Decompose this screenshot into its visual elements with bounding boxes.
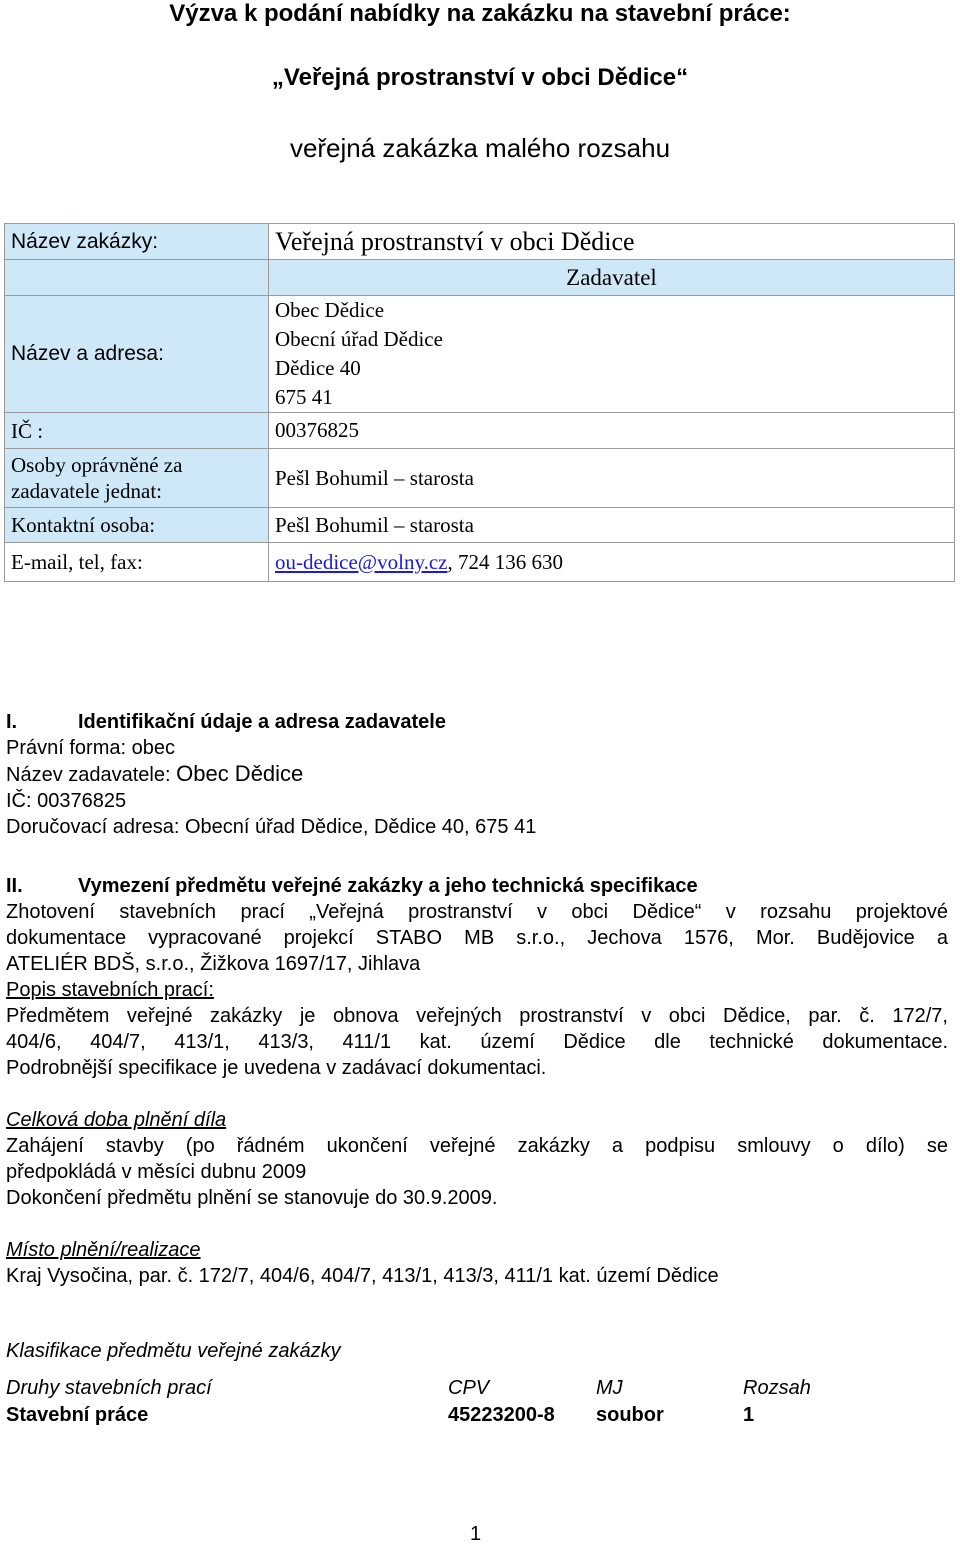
table-row: [5, 508, 955, 543]
paragraph-line: ATELIÉR BDŠ, s.r.o., Žižkova 1697/17, Jihlava: [6, 953, 421, 975]
duration-heading: Celková doba plnění díla: [6, 1109, 227, 1131]
authorized-label: Osoby oprávněné za zadavatele jednat:: [5, 449, 269, 508]
contract-name-label: Název zakázky:: [5, 224, 269, 260]
contact-value: Pešl Bohumil – starosta: [269, 508, 955, 543]
table-row: [5, 296, 955, 413]
address-line-1: Obec Dědice: [275, 298, 385, 322]
page-number: 1: [470, 1523, 482, 1545]
cell-cpv: 45223200-8: [448, 1404, 555, 1426]
authorized-value: Pešl Bohumil – starosta: [269, 449, 955, 508]
cell-work-type: Stavební práce: [6, 1404, 149, 1426]
paragraph-line: předpokládá v měsíci dubnu 2009: [6, 1161, 307, 1183]
table-row: [5, 224, 955, 260]
cell-scope: 1: [743, 1404, 755, 1426]
contracting-authority-table: [4, 223, 955, 582]
col-header-work-type: Druhy stavebních prací: [6, 1377, 212, 1399]
section-heading-zadavatel: Zadavatel: [269, 260, 955, 296]
contract-name-value: Veřejná prostranství v obci Dědice: [269, 224, 955, 260]
legal-form: Právní forma: obec: [6, 737, 175, 759]
authority-name: Název zadavatele: Obec Dědice: [6, 761, 304, 786]
ic-label: IČ :: [5, 413, 269, 449]
paragraph-line: Předmětem veřejné zakázky je obnova veřejných prostranství v obci Dědice, par. č. 172/7,: [6, 1005, 948, 1027]
address-label: Název a adresa:: [5, 296, 269, 413]
table-row: [5, 260, 955, 296]
paragraph-line: Zahájení stavby (po řádném ukončení veřejné zakázky a podpisu smlouvy o dílo) se: [6, 1135, 948, 1157]
table-row: [5, 413, 955, 449]
paragraph-line: 404/6, 404/7, 413/1, 413/3, 411/1 kat. území Dědice dle technické dokumentace.: [6, 1031, 948, 1053]
document-subtitle: veřejná zakázka malého rozsahu: [289, 133, 671, 163]
section-2: [6, 873, 948, 1289]
address-line-3: Dědice 40: [275, 356, 361, 380]
col-header-cpv: CPV: [448, 1377, 490, 1399]
place-value: Kraj Vysočina, par. č. 172/7, 404/6, 404/7, 413/1, 413/3, 411/1 kat. území Dědice: [6, 1265, 719, 1287]
project-title: „Veřejná prostranství v obci Dědice“: [271, 64, 689, 91]
contact-label: Kontaktní osoba:: [5, 508, 269, 543]
paragraph-line: Zhotovení stavebních prací „Veřejná prostranství v obci Dědice“ v rozsahu projektové: [6, 901, 948, 923]
ic-value: 00376825: [269, 413, 955, 449]
delivery-address: Doručovací adresa: Obecní úřad Dědice, Dědice 40, 675 41: [6, 816, 537, 838]
table-row: [5, 449, 955, 508]
section-2-heading: II. Vymezení předmětu veřejné zakázky a jeho technická specifikace: [6, 875, 698, 897]
cell-mj: soubor: [596, 1404, 664, 1426]
document-title: Výzva k podání nabídky na zakázku na stavební práce:: [169, 0, 791, 27]
paragraph-line: Podrobnější specifikace je uvedena v zadávací dokumentaci.: [6, 1057, 547, 1079]
col-header-mj: MJ: [596, 1377, 623, 1399]
address-line-4: 675 41: [275, 385, 333, 409]
col-header-scope: Rozsah: [743, 1377, 811, 1399]
works-heading: Popis stavebních prací:: [6, 979, 214, 1001]
email-link[interactable]: ou-dedice@volny.cz: [275, 549, 448, 574]
authority-ic: IČ: 00376825: [6, 790, 127, 812]
email-value: ou-dedice@volny.cz, 724 136 630: [269, 543, 955, 582]
section-1-heading: I. Identifikační údaje a adresa zadavatele: [6, 711, 446, 733]
paragraph-line: dokumentace vypracované projekcí STABO MB s.r.o., Jechova 1576, Mor. Budějovice a: [6, 927, 948, 949]
table-row: [5, 543, 955, 582]
place-heading: Místo plnění/realizace: [6, 1239, 201, 1261]
classification-heading: Klasifikace předmětu veřejné zakázky: [6, 1340, 341, 1362]
section-1: [6, 709, 948, 840]
address-value: [269, 296, 955, 413]
paragraph-line: Dokončení předmětu plnění se stanovuje do 30.9.2009.: [6, 1187, 498, 1209]
address-line-2: Obecní úřad Dědice: [275, 327, 443, 351]
email-label: E-mail, tel, fax:: [5, 543, 269, 582]
